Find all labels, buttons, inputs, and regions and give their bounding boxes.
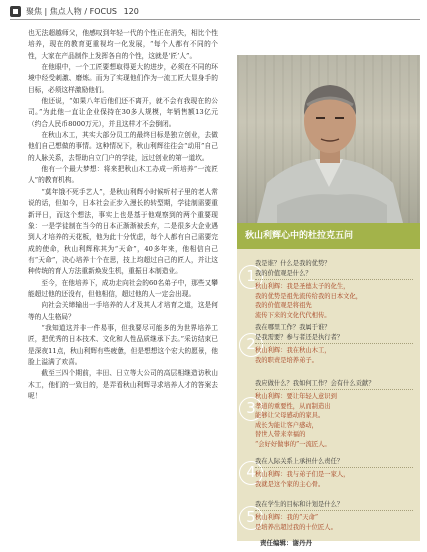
article-paragraph: 他还说，“如果八年后他们还不离开，就不会有我现在的公司。”为此他一直让企业保持在30多人规模，年销售额13亿元（约合人民币8000万元），并且这样才不会倒闭。 [28, 97, 218, 128]
article-paragraph: 截至三四个期前，丰田、日立等大公司的高层相继造访秋山木工，他们的一致目的，是弄看秋山利辉寻求培养人才的答案去呢！ [28, 369, 218, 400]
question-divider [255, 467, 413, 468]
question-block-3 [237, 375, 420, 450]
magazine-logo-icon [10, 6, 21, 17]
number-circle-3-icon: 3 [239, 397, 263, 421]
editor-credit: 责任编辑：谢丹丹 [260, 539, 312, 547]
question-text: 我在人际关系上承担什么责任？ [255, 458, 344, 465]
question-block-2 [237, 323, 420, 373]
question-block-1 [237, 249, 420, 317]
article-paragraph: 至今，在他培养下，成功走向社会的60名弟子中，那些又攀能超过他的还没有，但他相信，超过他的人一定会出现。 [28, 278, 218, 298]
article-paragraph: 向社会关缔输出一手培养的人才及其人才培育之道，这是何等的人生格局？ [28, 301, 218, 321]
article-paragraph: 他有一个最大梦想：将来把秋山木工办成一所培养“一流匠人”的教育机构。 [28, 165, 218, 185]
page-header [0, 0, 427, 24]
person-photo-icon [237, 55, 420, 223]
article-paragraph: 在秋山木工，其实大部分员工的最终目标是独立创业，去做他们自己想做的事情。这种情况下，秋山利辉往往会“动用”自己的人脉关系，去帮助自立门户的学徒，远过创业的第一道坎。 [28, 131, 218, 162]
number-circle-4-icon: 4 [239, 461, 263, 485]
question-text: 我在哪里工作？我属于谁？ 是我需要？参与者还是执行者？ [255, 324, 344, 341]
sidebar-box [237, 223, 420, 541]
article-paragraph: “我知道这并非一件易事，但我要尽可能多的为世界培养工匠，把优秀的日本技术、文化和人性品质继承下去。”采访结束已是深夜11点，秋山利辉有些疲惫，但是想想这个宏大的愿景，他脸上溢满了欢喜。 [28, 323, 218, 366]
question-text: 我在学生的目标和计划是什么？ [255, 501, 344, 508]
number-circle-2-icon: 2 [239, 333, 263, 357]
question-divider [255, 510, 413, 511]
sidebar-title: 秋山利辉心中的杜拉克五问 [237, 223, 420, 249]
header-breadcrumb: 聚焦 | 焦点人物 / FOCUS 120 [26, 7, 139, 16]
answer-text: 秋山利辉：我在秋山木工， 我的职责是培养弟子。 [255, 347, 331, 364]
page-number: 120 [123, 7, 139, 16]
answer-text: 秋山利辉：我与弟子们是一家人， 我就是这个家的主心骨。 [255, 471, 350, 488]
question-divider [255, 389, 413, 390]
question-block-4 [237, 455, 420, 495]
article-paragraph: “莫年饿不死手艺人”，是秋山利辉小时候听村子里的老人常说的话，但如今，日本社会正步入漫长的转型期，学徒制需要重新评日，而这个想法，事实上也是基于他观察到的两个重要现象：一是学徒制在当今的日本正渐渐被丢弃，二是很多大企业遇到人才培养的天花板，他为此十分忧虑，每个人都有自己需要完成的使命，秋山利辉称其为“天命”，40多年来，他相信自己有“天命”，决心培养十个在思，技上均超过自己的匠人，并让这种传统的育人方法重新焕发生机，重振日本制造业。 [28, 187, 218, 276]
question-divider [255, 279, 413, 280]
header-column: 焦点人物 [49, 7, 82, 16]
question-block-5 [237, 498, 420, 538]
portrait-photo [237, 55, 420, 223]
header-section: 聚焦 [26, 7, 42, 16]
question-text: 我应做什么？我如何工作？会有什么贡献？ [255, 380, 375, 387]
answer-text: 秋山利辉：要让年轻人意识到 孝道的重要性，从而制造出 能够让父母感动的家具。 成长为能让客户感动， 替世人带来幸福的 “会好好做事的”一流匠人。 [255, 393, 337, 448]
header-label: FOCUS [89, 7, 118, 16]
article-paragraph: 也无法超越师父，他感叹到年轻一代的个性正在消失，相比个性培养，现在的教育更重视均一化发展，“每个人都有不同的个性，大家在产品制作上发挥各自的个性，这就是‘匠’人”。 [28, 29, 218, 60]
header-divider [10, 19, 420, 20]
answer-text: 秋山利辉：我的“天命” 是培养出超过我的十位匠人。 [255, 514, 337, 531]
article-body [28, 28, 218, 402]
question-text: 我是谁？什么是我的优势？ 我的价值观是什么？ [255, 260, 331, 277]
answer-text: 秋山利辉：我是圣德太子的化生， 我的优势是祖先流传给我的日本文化， 我的价值观是将祖先 流传下来的文化代代相传。 [255, 283, 363, 319]
number-circle-5-icon: 5 [239, 506, 263, 530]
article-paragraph: 在他眼中，一个工匠要想取得更大的进步，必须在不同的环境中经受刺激、磨炼。而为了实现他们作为一流工匠大显身手的目标，必须这样激励他们。 [28, 63, 218, 94]
question-divider [255, 343, 413, 344]
number-circle-1-icon: 1 [239, 265, 263, 289]
